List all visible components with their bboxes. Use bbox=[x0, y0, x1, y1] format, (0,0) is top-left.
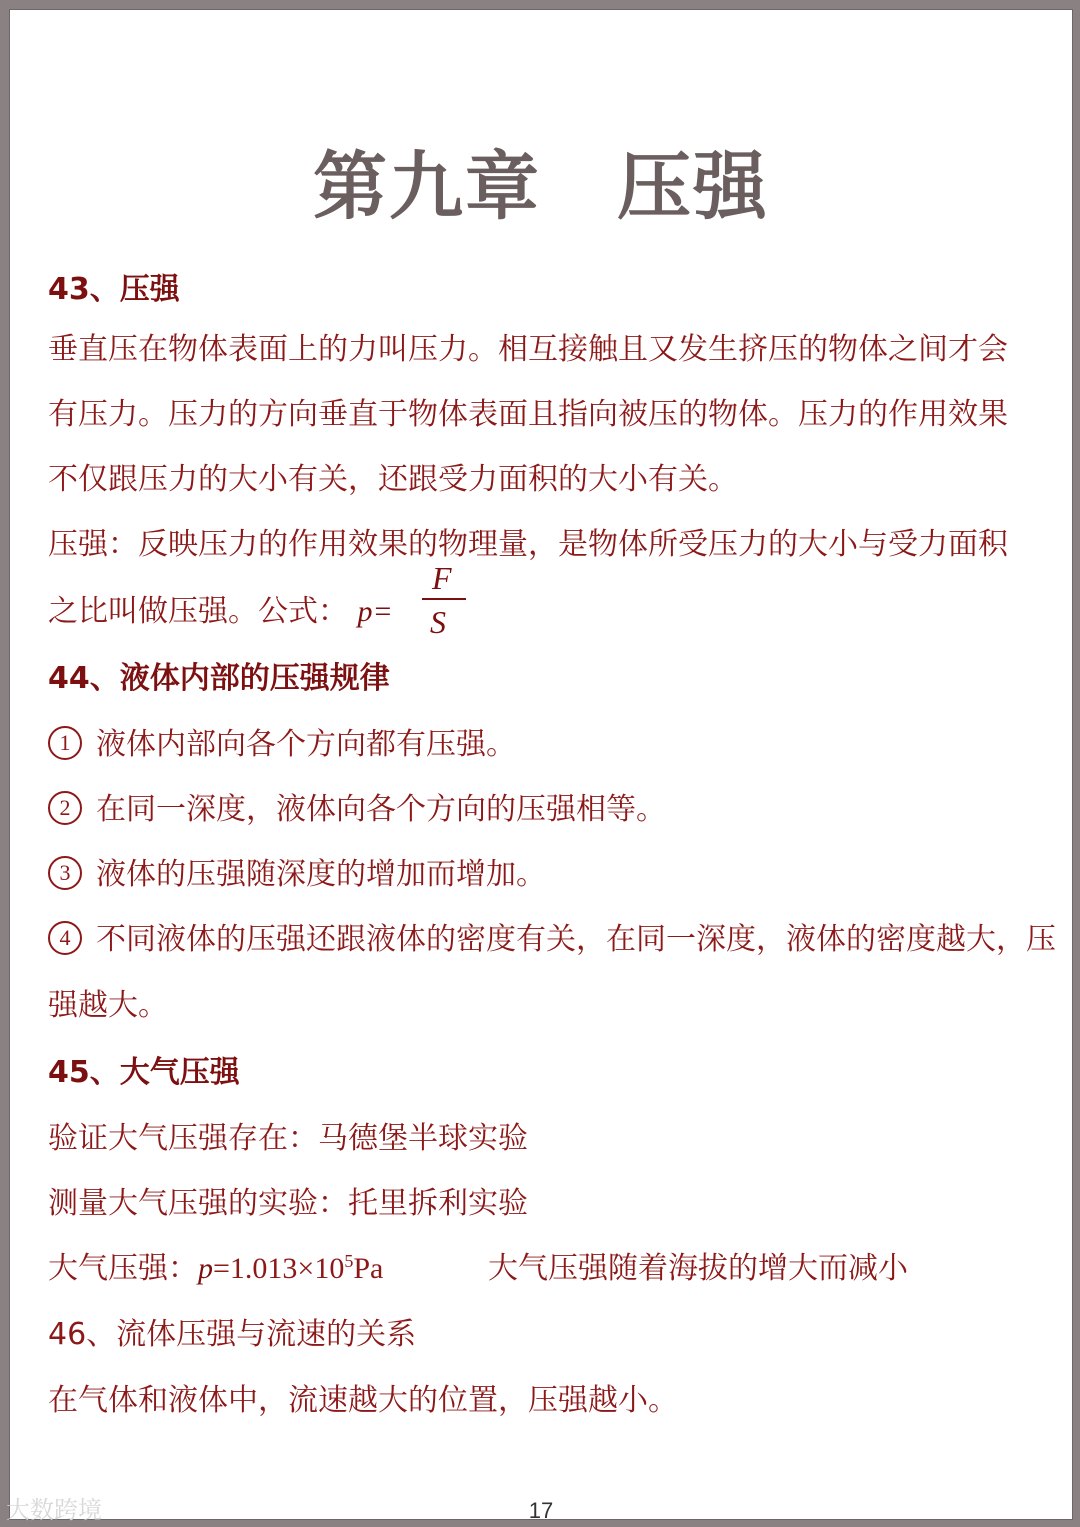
formula-prefix: 之比叫做压强。公式： bbox=[48, 594, 348, 629]
atm-note: 大气压强随着海拔的增大而减小 bbox=[488, 1251, 908, 1286]
page-number: 17 bbox=[528, 1498, 554, 1523]
atm-symbol: p bbox=[198, 1252, 213, 1285]
list-item-text: 液体内部向各个方向都有压强。 bbox=[96, 727, 516, 762]
chapter-title: 第九章 压强 bbox=[313, 144, 769, 230]
atm-value: =1.013×10 bbox=[213, 1252, 345, 1285]
circled-number: 1 bbox=[48, 726, 82, 760]
list-item-text: 在同一深度，液体向各个方向的压强相等。 bbox=[96, 792, 666, 827]
section-43-heading: 43、压强 bbox=[48, 272, 180, 307]
list-item-continuation: 强越大。 bbox=[48, 988, 168, 1023]
formula-lhs: p= bbox=[357, 595, 393, 628]
atm-exponent: 5 bbox=[344, 1251, 354, 1271]
section-43-line: 不仅跟压力的大小有关，还跟受力面积的大小有关。 bbox=[48, 462, 738, 497]
section-45-line: 验证大气压强存在：马德堡半球实验 bbox=[48, 1121, 528, 1156]
atm-pressure-line bbox=[48, 1243, 383, 1287]
document-page bbox=[9, 9, 1073, 1523]
list-item-text: 液体的压强随深度的增加而增加。 bbox=[96, 857, 546, 892]
section-43-line: 压强：反映压力的作用效果的物理量，是物体所受压力的大小与受力面积 bbox=[48, 527, 1008, 562]
circled-number: 3 bbox=[48, 856, 82, 890]
section-46-line: 在气体和液体中，流速越大的位置，压强越小。 bbox=[48, 1383, 678, 1418]
section-46-heading: 46、流体压强与流速的关系 bbox=[48, 1317, 417, 1352]
section-45-heading: 45、大气压强 bbox=[48, 1055, 240, 1090]
section-44-heading: 44、液体内部的压强规律 bbox=[48, 661, 390, 696]
formula-numerator: F bbox=[432, 560, 452, 596]
list-item bbox=[48, 849, 546, 893]
list-item-text: 不同液体的压强还跟液体的密度有关，在同一深度，液体的密度越大，压 bbox=[96, 922, 1056, 957]
fraction-bar bbox=[422, 598, 466, 600]
circled-number: 4 bbox=[48, 921, 82, 955]
section-45-line: 测量大气压强的实验：托里拆利实验 bbox=[48, 1186, 528, 1221]
circled-number: 2 bbox=[48, 791, 82, 825]
list-item bbox=[48, 719, 516, 763]
formula-denominator: S bbox=[430, 604, 446, 640]
list-item bbox=[48, 784, 666, 828]
formula-line bbox=[48, 586, 393, 630]
section-43-line: 垂直压在物体表面上的力叫压力。相互接触且又发生挤压的物体之间才会 bbox=[48, 332, 1008, 367]
atm-unit: Pa bbox=[353, 1252, 384, 1285]
list-item bbox=[48, 914, 1056, 958]
watermark: 大数跨境 bbox=[6, 1496, 102, 1524]
section-43-line: 有压力。压力的方向垂直于物体表面且指向被压的物体。压力的作用效果 bbox=[48, 397, 1008, 432]
atm-label: 大气压强： bbox=[48, 1251, 198, 1286]
